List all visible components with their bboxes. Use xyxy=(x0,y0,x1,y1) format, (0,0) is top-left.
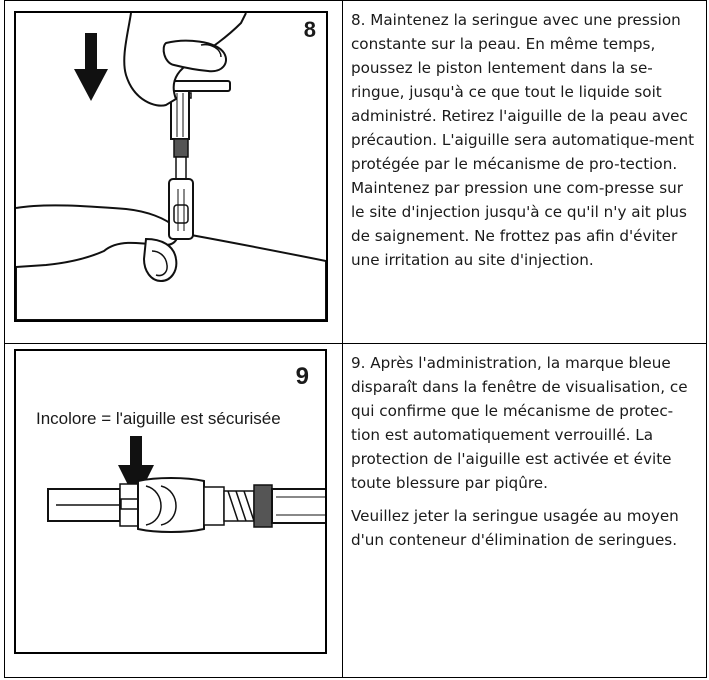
caption: Incolore = l'aiguille est sécurisée xyxy=(36,409,281,428)
step-row xyxy=(5,344,707,678)
step-image-cell xyxy=(5,344,343,678)
step-9-disposal-text: Veuillez jeter la seringue usagée au moyen d'un conteneur d'élimination de seringues. xyxy=(350,507,679,549)
down-arrow-icon xyxy=(74,33,108,101)
step-number: 9 xyxy=(295,363,309,390)
needle-guard-illustration xyxy=(16,351,325,652)
step-9-illustration xyxy=(14,349,327,654)
step-image-cell xyxy=(5,1,343,344)
syringe-injection-illustration xyxy=(16,13,326,320)
step-text-cell xyxy=(342,1,706,344)
step-9-text: 9. Après l'administration, la marque bleue disparaît dans la fenêtre de visualisation, ce qui confirme que le mécanisme de protec-tion est automatiquement verrouillé. La protection de l'aiguille est activée et évite toute blessure par piqûre. xyxy=(350,354,688,492)
step-8-illustration xyxy=(14,11,328,322)
step-row xyxy=(5,1,707,344)
instructions-table xyxy=(4,0,707,678)
step-8-text: 8. Maintenez la seringue avec une pression constante sur la peau. En même temps, poussez le piston lentement dans la se-ringue, jusqu'à ce que tout le liquide soit administré. Retirez l'aiguille de la peau avec précaution. L'aiguille sera automatique-ment protégée par le mécanisme de pro-tection. Maintenez par pression une com-presse sur le site d'injection jusqu'à ce qu'il n'y ait plus de saignement. Ne frottez pas afin d'éviter une irritation au site d'injection. xyxy=(350,11,695,269)
step-number: 8 xyxy=(303,17,316,42)
step-text-cell xyxy=(342,344,706,678)
